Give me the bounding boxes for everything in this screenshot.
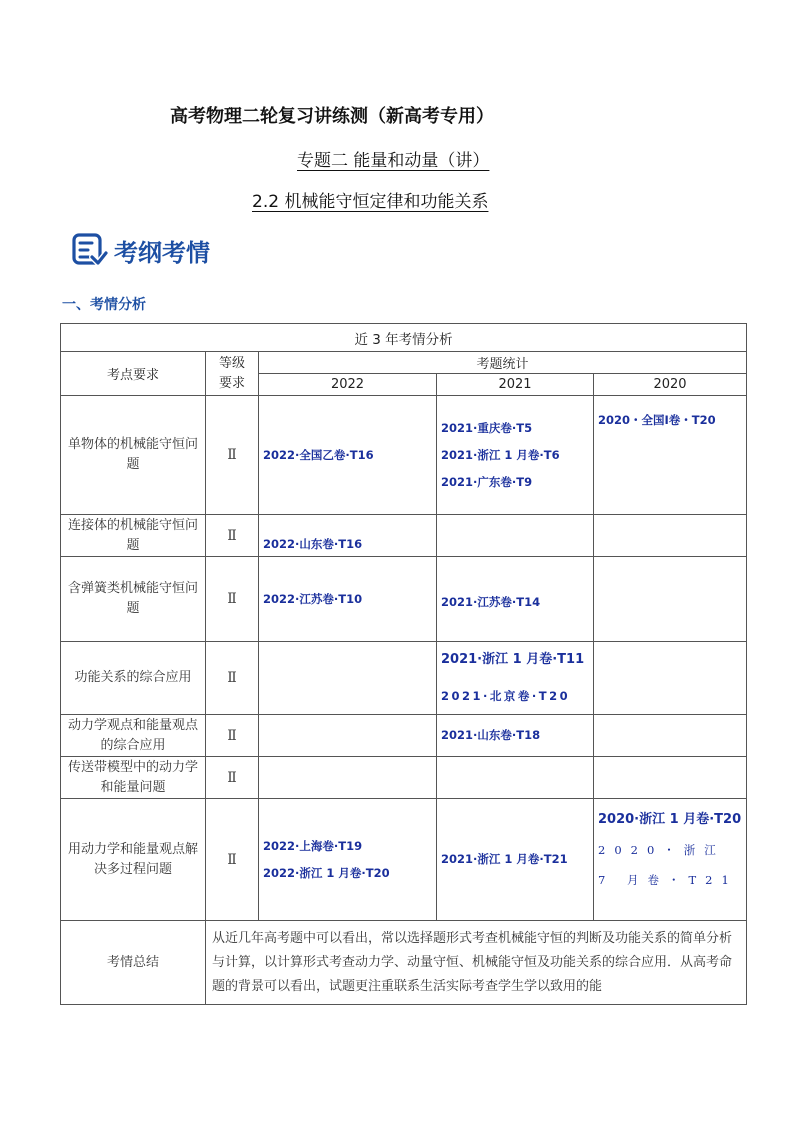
- ref-cell-2022: [259, 396, 437, 515]
- exam-ref: 2022·全国乙卷·T16: [263, 447, 374, 462]
- summary-text: 从近几年高考题中可以看出，常以选择题形式考查机械能守恒的判断及功能关系的简单分析与计算，以计算形式考查动力学、动量守恒、机械能守恒及功能关系的综合应用．从高考命题的背景可以看出，试题更注重联系生活实际考查学生学以致用的能: [206, 921, 747, 1005]
- exam-ref: 2021·重庆卷·T5: [441, 420, 533, 435]
- header-grade-line2: 要求: [218, 375, 245, 391]
- table-row: [61, 799, 747, 921]
- exam-ref: 2020・全国Ⅰ卷・T20: [598, 413, 716, 427]
- topic-title: 专题二 能量和动量（讲）: [297, 151, 490, 171]
- table-row: [61, 715, 747, 757]
- topic-cell: 动力学观点和能量观点的综合应用: [61, 715, 206, 757]
- exam-ref: 2021·浙江 1 月卷·T6: [441, 447, 560, 462]
- ref-cell-2020: [594, 757, 747, 799]
- header-year: 2020: [594, 374, 747, 396]
- exam-ref: 2021·浙江 1 月卷·T21: [441, 852, 568, 866]
- ref-cell-2022: [259, 757, 437, 799]
- ref-cell-2021: [437, 757, 594, 799]
- exam-ref: 2022·浙江 1 月卷·T20: [263, 865, 390, 880]
- exam-ref: 2022·上海卷·T19: [263, 838, 363, 853]
- table-row: [61, 396, 747, 515]
- topic-cell: 含弹簧类机械能守恒问题: [61, 557, 206, 642]
- header-year: 2021: [437, 374, 594, 396]
- ref-cell-2021: [437, 515, 594, 557]
- topic-cell: 连接体的机械能守恒问题: [61, 515, 206, 557]
- table-caption: 近 3 年考情分析: [61, 324, 747, 352]
- header-grade-line1: 等级: [218, 355, 245, 371]
- exam-ref: 2021·北京卷·T20: [441, 689, 571, 703]
- grade-cell: Ⅱ: [206, 515, 259, 557]
- ref-cell-2022: [259, 799, 437, 921]
- section-heading: 考纲考情: [114, 238, 210, 267]
- ref-cell-2020: [594, 642, 747, 715]
- exam-ref: 2020・浙江 7 月卷・T21: [598, 843, 738, 887]
- exam-ref: 2021·广东卷·T9: [441, 474, 533, 489]
- ref-cell-2020: [594, 715, 747, 757]
- table-row: [61, 921, 747, 1005]
- ref-cell-2021: [437, 799, 594, 921]
- ref-cell-2022: [259, 642, 437, 715]
- ref-cell-2020: [594, 799, 747, 921]
- ref-cell-2022: [259, 557, 437, 642]
- ref-cell-2022: [259, 515, 437, 557]
- ref-cell-2021: [437, 715, 594, 757]
- ref-cell-2021: [437, 557, 594, 642]
- exam-ref: 2022·山东卷·T16: [263, 537, 363, 551]
- ref-cell-2020: [594, 557, 747, 642]
- table-row: [61, 757, 747, 799]
- table-row: [61, 515, 747, 557]
- header-year: 2022: [259, 374, 437, 396]
- document-title: 高考物理二轮复习讲练测（新高考专用）: [170, 106, 494, 127]
- grade-cell: Ⅱ: [206, 757, 259, 799]
- exam-ref: 2022·江苏卷·T10: [263, 591, 363, 606]
- ref-cell-2021: [437, 642, 594, 715]
- table-row: [61, 557, 747, 642]
- grade-cell: Ⅱ: [206, 799, 259, 921]
- ref-cell-2021: [437, 396, 594, 515]
- section-header: [72, 230, 210, 270]
- exam-analysis-table: [60, 323, 747, 1005]
- header-stats: 考题统计: [259, 352, 747, 374]
- grade-cell: Ⅱ: [206, 557, 259, 642]
- grade-cell: Ⅱ: [206, 642, 259, 715]
- section-title: 2.2 机械能守恒定律和功能关系: [252, 192, 489, 212]
- grade-cell: Ⅱ: [206, 715, 259, 757]
- ref-cell-2020: [594, 515, 747, 557]
- topic-cell: 用动力学和能量观点解决多过程问题: [61, 799, 206, 921]
- exam-ref: 2021·山东卷·T18: [441, 728, 541, 742]
- grade-cell: Ⅱ: [206, 396, 259, 515]
- ref-cell-2022: [259, 715, 437, 757]
- subsection-heading: 一、考情分析: [62, 297, 146, 313]
- summary-label: 考情总结: [61, 921, 206, 1005]
- table-row: [61, 642, 747, 715]
- topic-cell: 单物体的机械能守恒问题: [61, 396, 206, 515]
- exam-ref: 2020·浙江 1 月卷·T20: [598, 812, 742, 827]
- list-document-icon: [72, 233, 108, 267]
- topic-cell: 传送带模型中的动力学和能量问题: [61, 757, 206, 799]
- ref-cell-2020: [594, 396, 747, 515]
- exam-ref: 2021·浙江 1 月卷·T11: [441, 652, 585, 667]
- topic-cell: 功能关系的综合应用: [61, 642, 206, 715]
- exam-ref: 2021·江苏卷·T14: [441, 594, 541, 609]
- header-point: 考点要求: [61, 352, 206, 396]
- header-grade: [206, 352, 259, 396]
